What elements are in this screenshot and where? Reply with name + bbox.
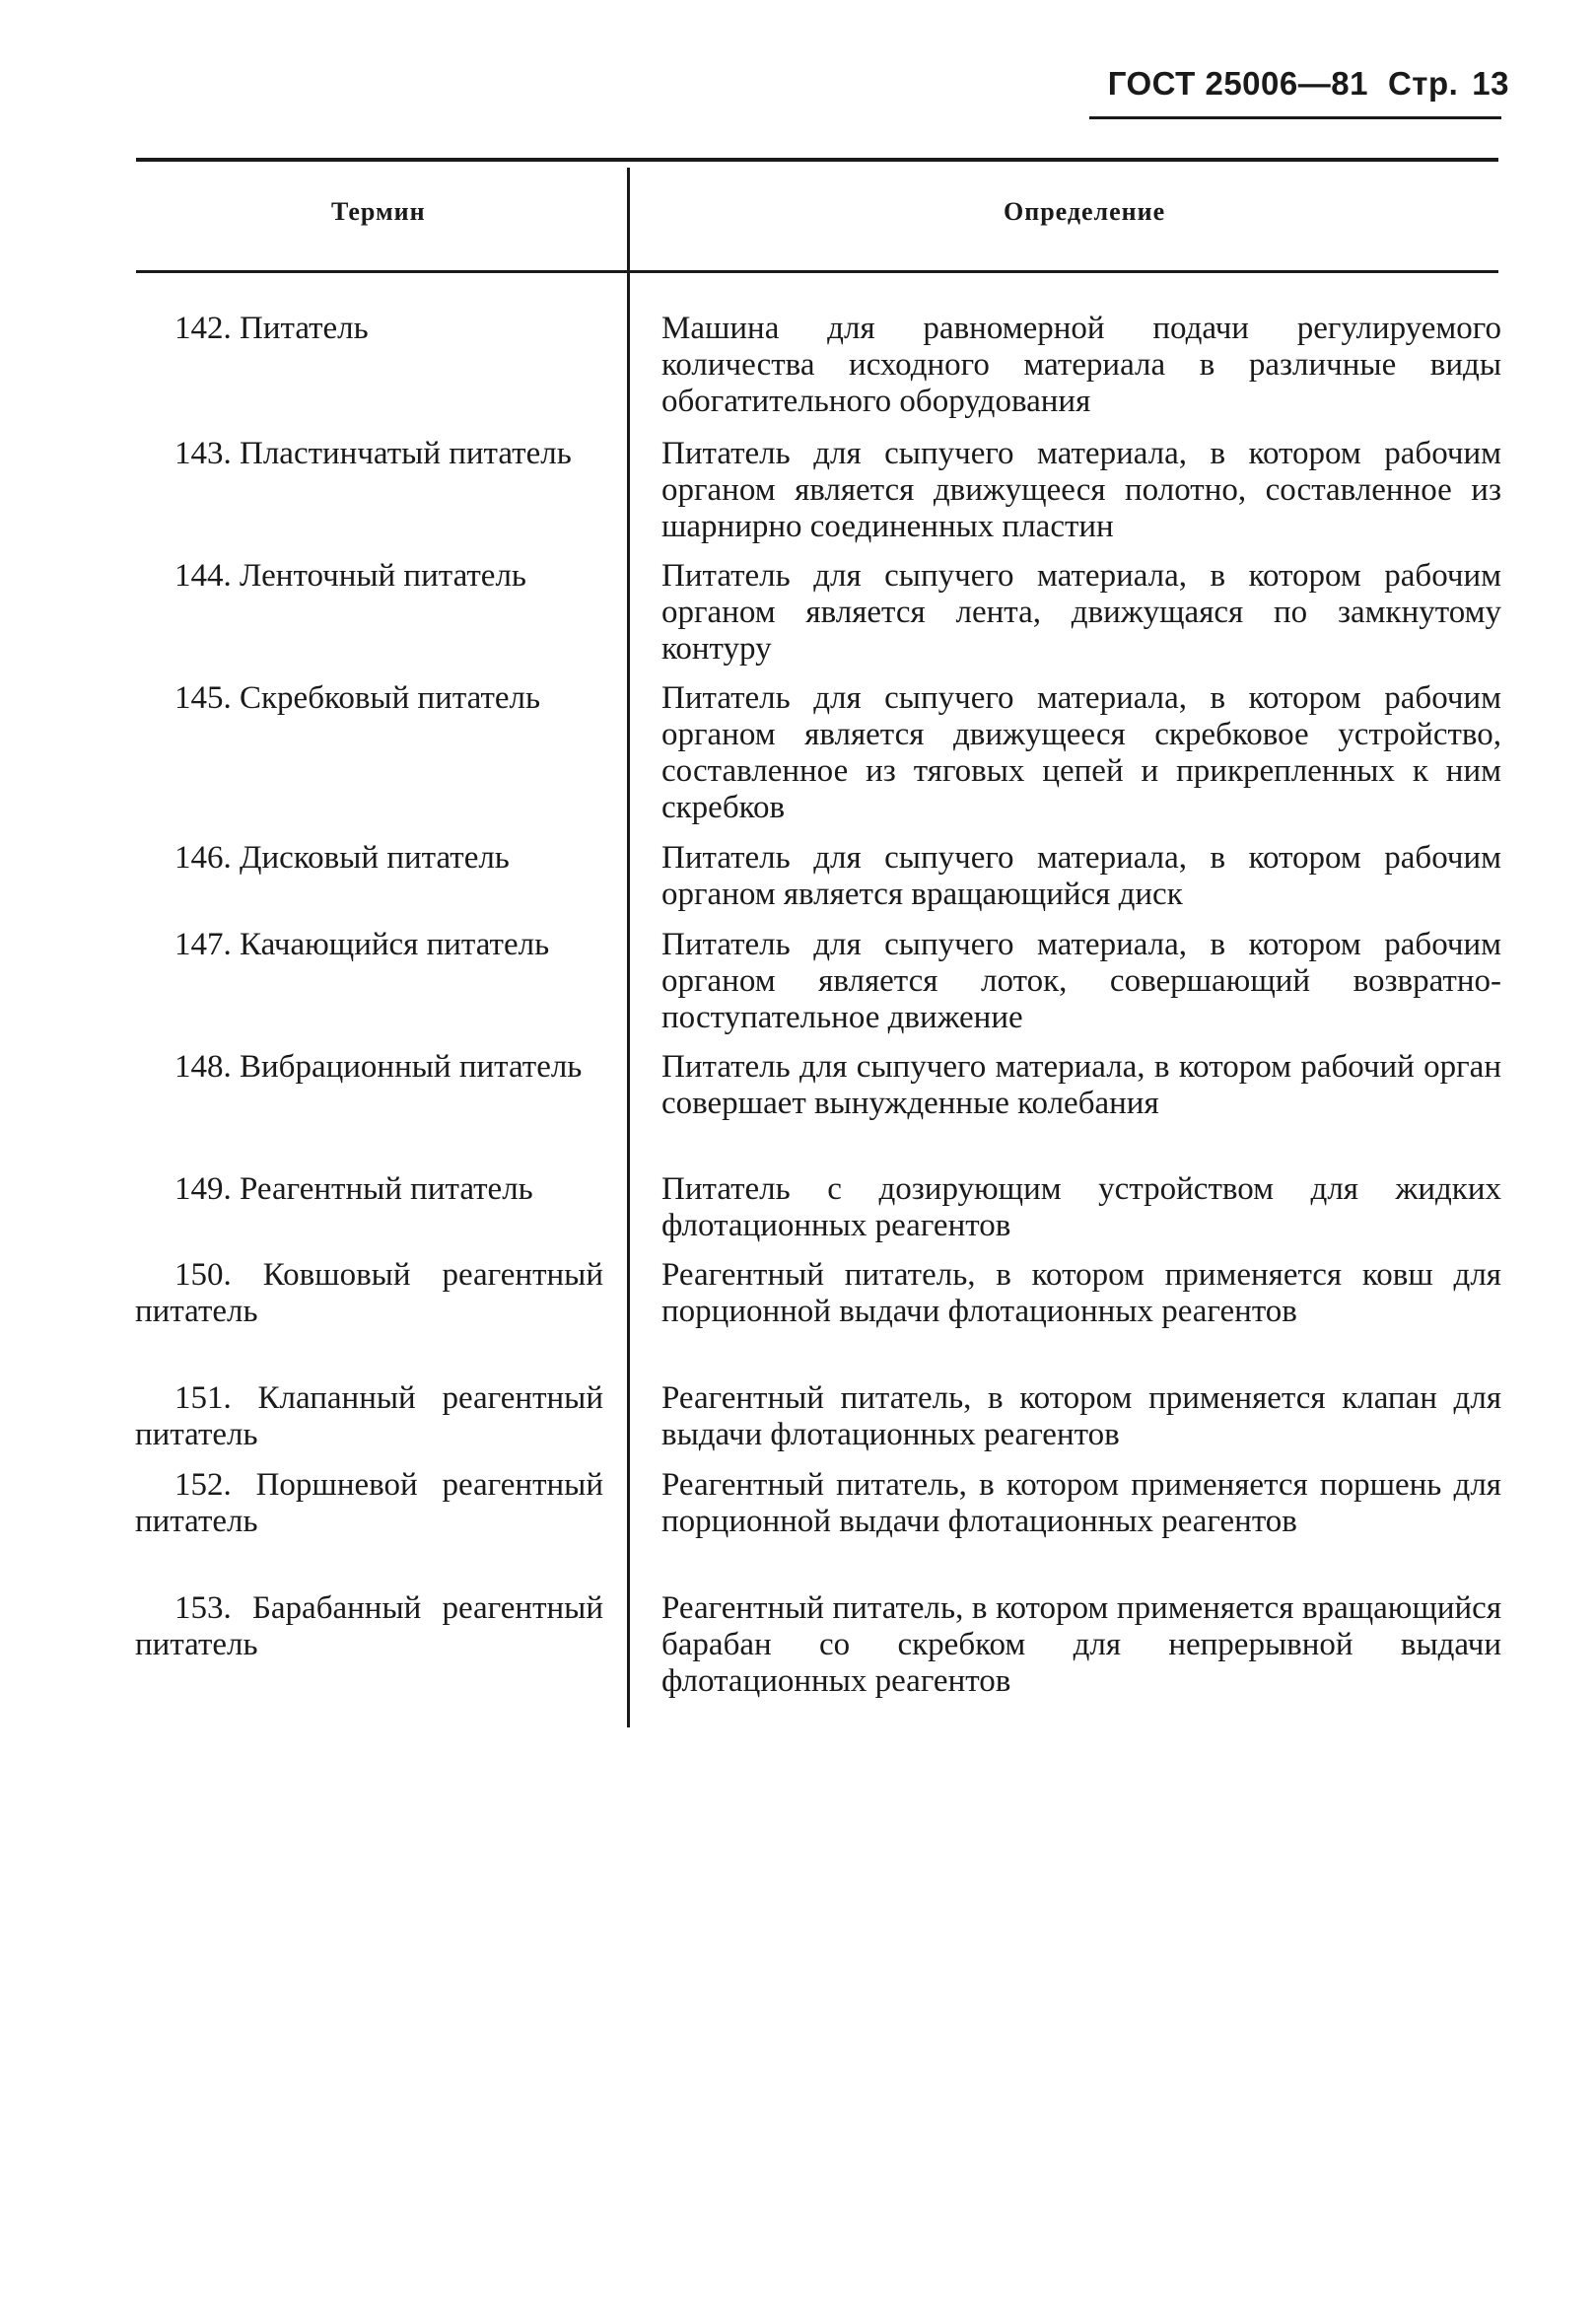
term-text: Поршневой реагентный питатель	[135, 1467, 603, 1539]
definition-cell: Питатель для сыпучего материала, в котором рабочий орган совершает вынужденные колебания	[661, 1049, 1501, 1121]
term-number: 143.	[174, 436, 232, 471]
definition-cell: Питатель для сыпучего материала, в котором рабочим органом является движущееся скребковое устройство, составленное из тяговых цепей и прикрепленных к ним скребков	[661, 680, 1501, 825]
term-cell	[135, 311, 603, 347]
standard-number: ГОСТ 25006—81	[1107, 65, 1368, 102]
term-cell	[135, 558, 603, 595]
term-cell	[135, 927, 603, 963]
term-cell	[135, 840, 603, 877]
term-cell	[135, 1171, 603, 1208]
definition-cell: Питатель для сыпучего материала, в котором рабочим органом является движущееся полотно, составленное из шарнирно соединенных пластин	[661, 436, 1501, 544]
term-cell	[135, 1467, 603, 1540]
page-label: Стр.	[1387, 65, 1459, 102]
term-number: 146.	[174, 840, 232, 876]
term-number: 151.	[174, 1380, 232, 1416]
column-header-definition: Определение	[1004, 197, 1166, 226]
term-text: Скребковый питатель	[240, 680, 541, 716]
term-cell	[135, 1380, 603, 1453]
table-top-rule	[136, 158, 1498, 162]
page-header	[1108, 65, 1509, 103]
header-underline	[1089, 116, 1501, 119]
definition-cell: Реагентный питатель, в котором применяется ковш для порционной выдачи флотационных реагентов	[661, 1257, 1501, 1329]
table-header-rule	[136, 270, 1498, 273]
term-text: Дисковый питатель	[240, 840, 510, 876]
term-cell	[135, 1590, 603, 1663]
column-divider	[627, 168, 630, 1727]
term-number: 153.	[174, 1590, 232, 1626]
definition-cell: Питатель для сыпучего материала, в котором рабочим органом является лента, движущаяся по замкнутому контуру	[661, 558, 1501, 667]
term-text: Пластинчатый питатель	[240, 436, 572, 471]
definition-cell: Реагентный питатель, в котором применяется клапан для выдачи флотационных реагентов	[661, 1380, 1501, 1452]
term-cell	[135, 1049, 603, 1086]
definition-cell: Машина для равномерной подачи регулируемого количества исходного материала в различные виды обогатительного оборудования	[661, 311, 1501, 419]
term-text: Барабанный реагентный питатель	[135, 1590, 603, 1662]
term-text: Питатель	[240, 311, 369, 346]
term-number: 149.	[174, 1171, 232, 1207]
term-text: Ковшовый реагентный питатель	[135, 1257, 604, 1329]
term-cell	[135, 436, 603, 472]
term-text: Качающийся питатель	[240, 927, 550, 962]
definition-cell: Питатель с дозирующим устройством для жидких флотационных реагентов	[661, 1171, 1501, 1243]
term-number: 144.	[174, 558, 232, 594]
term-number: 142.	[174, 311, 232, 346]
term-text: Клапанный реагентный питатель	[135, 1380, 604, 1452]
definition-cell: Реагентный питатель, в котором применяется вращающийся барабан со скребком для непрерывной выдачи флотационных реагентов	[661, 1590, 1501, 1699]
definition-cell: Питатель для сыпучего материала, в котором рабочим органом является вращающийся диск	[661, 840, 1501, 912]
term-number: 148.	[174, 1049, 232, 1085]
definition-cell: Реагентный питатель, в котором применяется поршень для порционной выдачи флотационных реагентов	[661, 1467, 1501, 1539]
term-number: 147.	[174, 927, 232, 962]
term-text: Реагентный питатель	[240, 1171, 533, 1207]
term-number: 145.	[174, 680, 232, 716]
page-number: 13	[1472, 65, 1509, 102]
definition-cell: Питатель для сыпучего материала, в котором рабочим органом является лоток, совершающий возвратно-поступательное движение	[661, 927, 1501, 1035]
term-number: 150.	[174, 1257, 232, 1293]
term-cell	[135, 680, 603, 717]
term-text: Ленточный питатель	[240, 558, 526, 594]
term-cell	[135, 1257, 603, 1330]
term-number: 152.	[174, 1467, 232, 1503]
column-header-term: Термин	[331, 197, 426, 226]
term-text: Вибрационный питатель	[240, 1049, 583, 1085]
